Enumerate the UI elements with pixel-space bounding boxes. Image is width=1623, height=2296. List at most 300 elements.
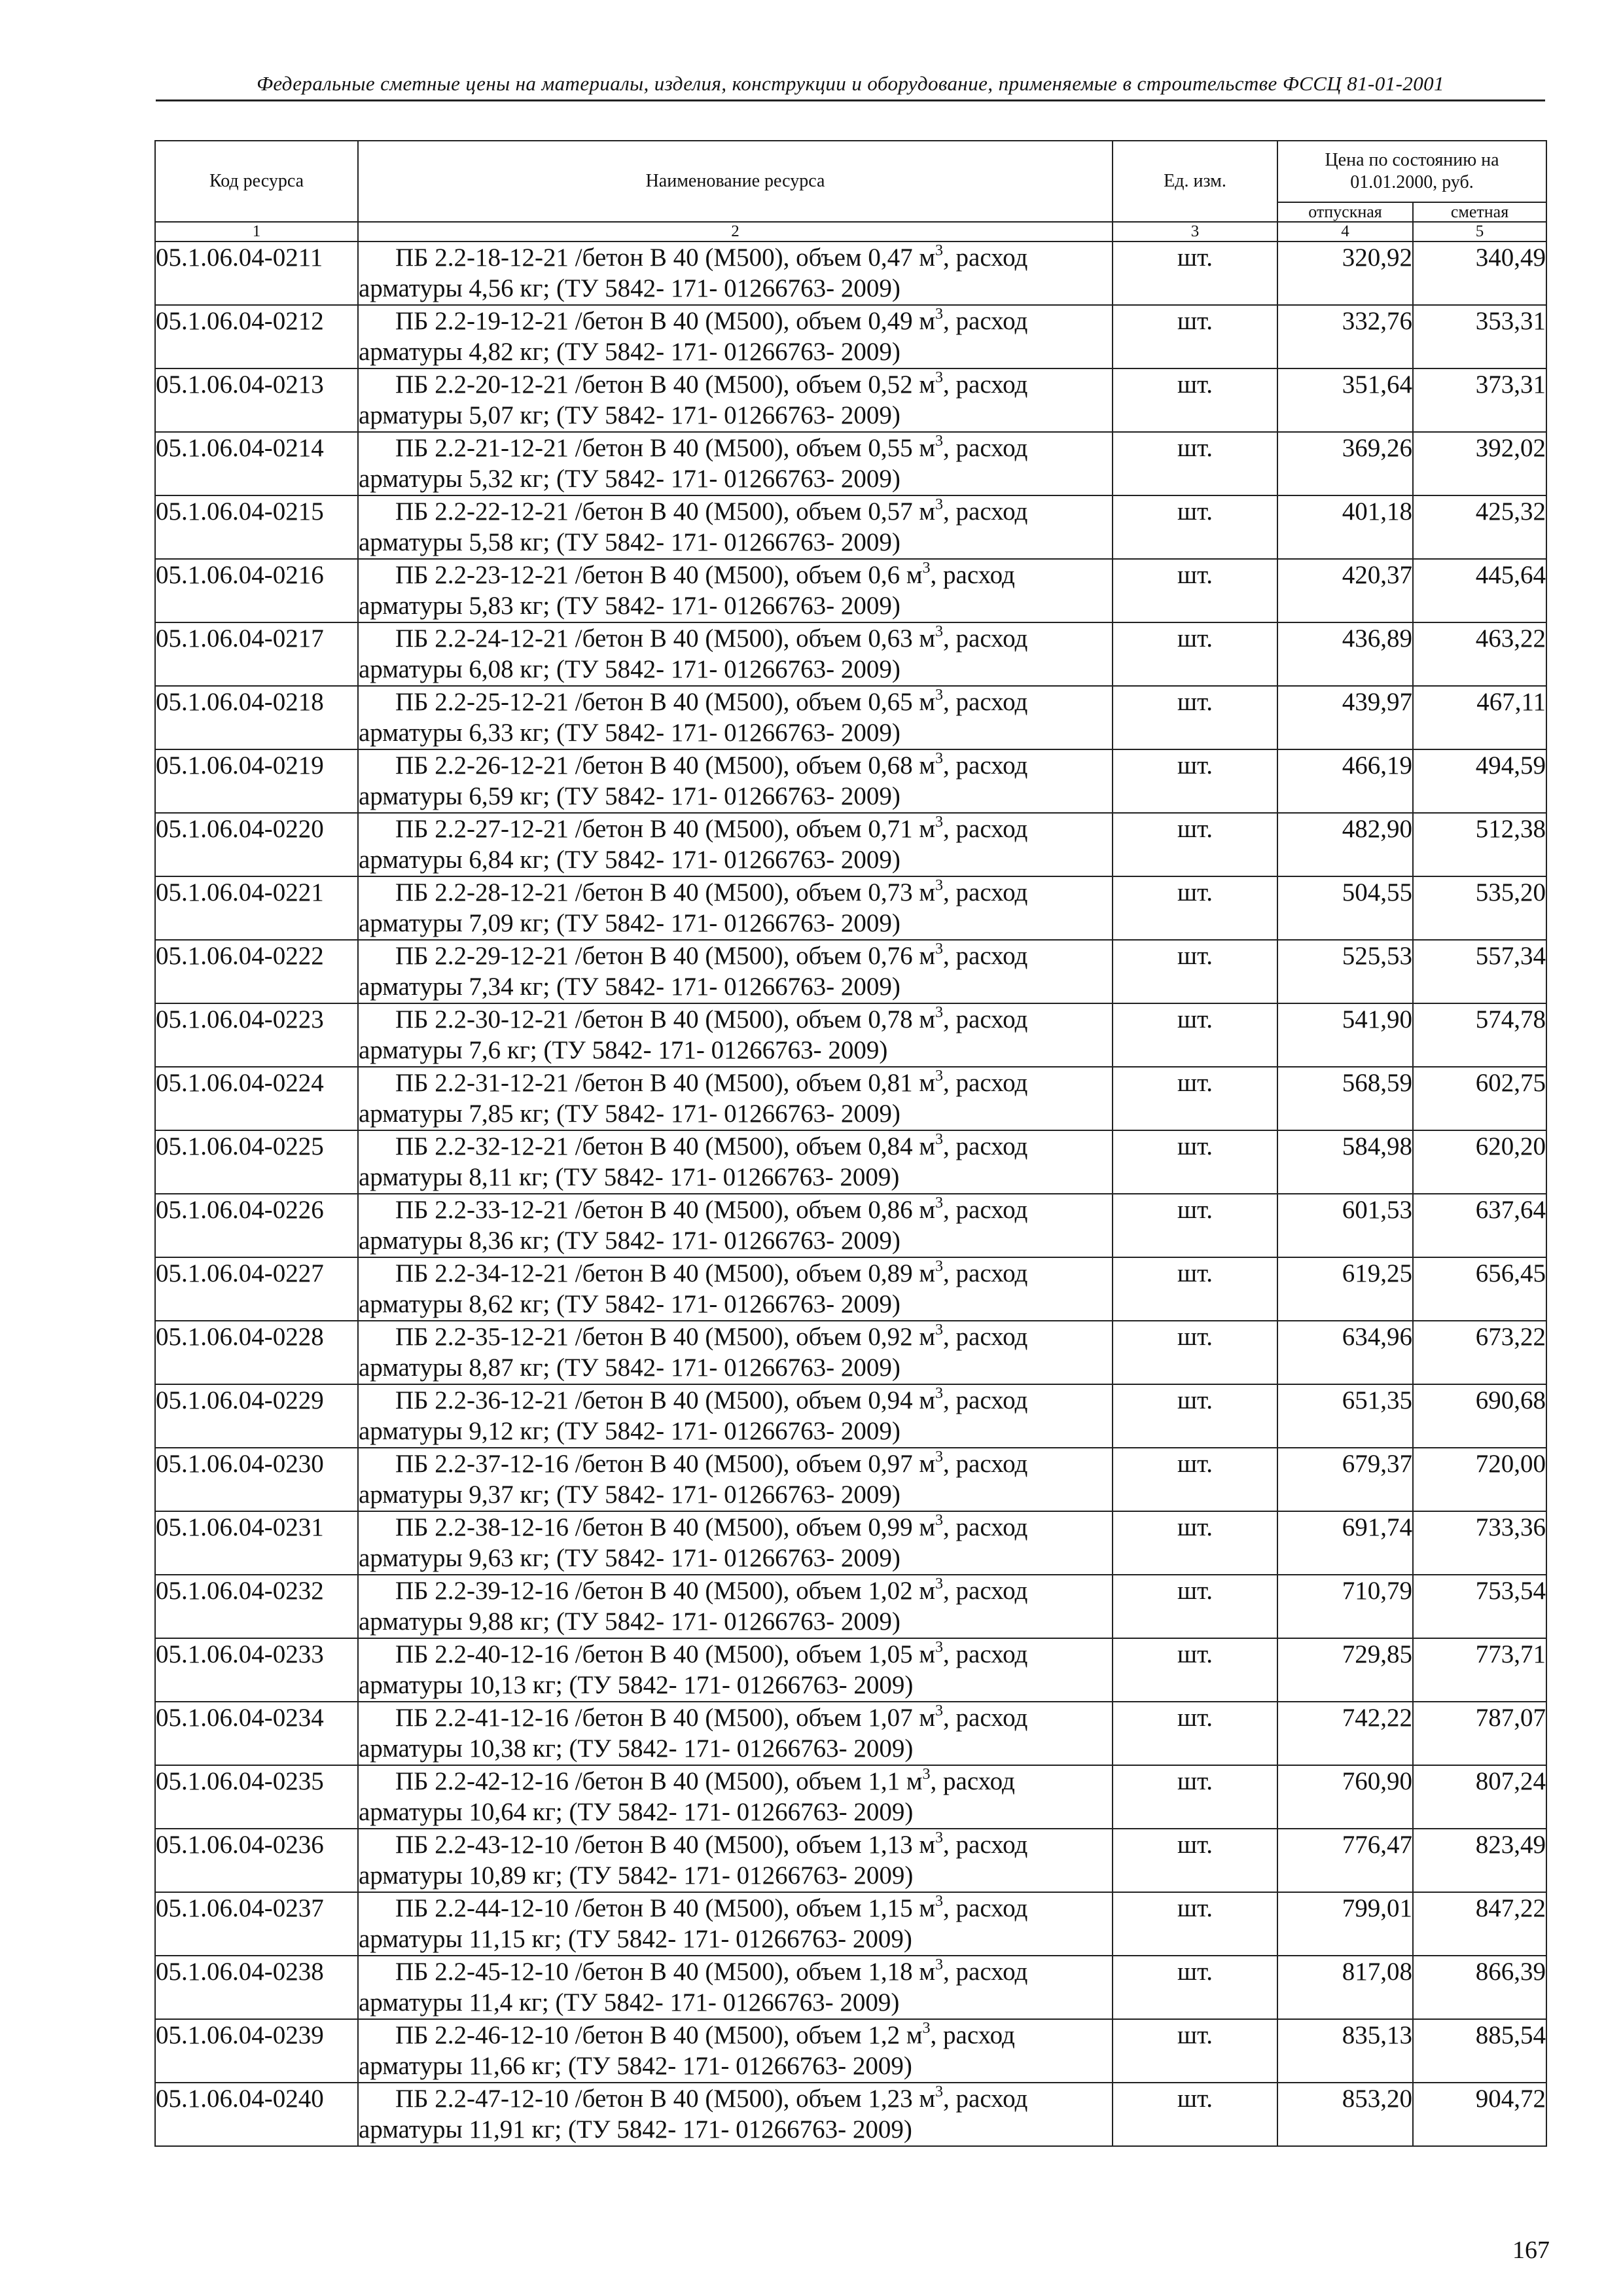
price-release: 420,37 [1277,559,1413,622]
table-row [155,1257,1546,1321]
table-row [155,1384,1546,1448]
technical-standard: (ТУ 5842- 171- 01266763- 2009) [555,1988,900,2017]
price-release: 320,92 [1277,242,1413,305]
volume-value: 0,76 [868,942,913,970]
rebar-value: 11,4 [469,1988,513,2017]
concrete-grade-text: /бетон В 40 (М500), объем [575,1386,862,1414]
rebar-consumption-text: , расход [930,561,1015,589]
rebar-value: 9,88 [469,1607,514,1636]
rebar-word: арматуры [359,1163,463,1191]
volume-value: 0,68 [868,751,913,780]
volume-value: 0,86 [868,1196,913,1224]
resource-name-line-2 [359,1860,1112,1891]
concrete-grade-text: /бетон В 40 (М500), объем [575,243,862,272]
price-table [154,140,1547,2147]
rebar-consumption-text: , расход [943,2085,1028,2113]
col-header-unit: Ед. изм. [1113,141,1277,222]
product-mark: ПБ 2.2-44-12-10 [395,1894,569,1922]
resource-name-line-2 [359,908,1112,939]
volume-value: 0,73 [868,878,913,906]
volume-value: 1,05 [868,1640,913,1668]
concrete-grade-text: /бетон В 40 (М500), объем [575,1767,862,1795]
resource-name-line-2 [359,2114,1112,2145]
concrete-grade-text: /бетон В 40 (М500), объем [575,1323,862,1351]
rebar-consumption-text: , расход [943,1450,1028,1478]
rebar-value: 10,64 [469,1798,527,1826]
resource-name [358,495,1113,559]
volume-exponent: 3 [935,1956,944,1973]
concrete-grade-text: /бетон В 40 (М500), объем [575,1069,862,1097]
rebar-value: 9,37 [469,1480,514,1509]
unit-of-measure: шт. [1113,749,1277,813]
volume-value: 0,55 [868,434,913,462]
table-row [155,1638,1546,1702]
price-estimate: 637,64 [1413,1194,1546,1257]
volume-unit: м [919,1323,936,1351]
table-row [155,1702,1546,1765]
rebar-value: 10,13 [469,1671,527,1699]
product-mark: ПБ 2.2-32-12-21 [395,1132,569,1160]
price-estimate: 904,72 [1413,2083,1546,2146]
resource-name-line-2 [359,1733,1112,1764]
price-release: 710,79 [1277,1575,1413,1638]
resource-name [358,305,1113,368]
rebar-word: арматуры [359,1925,463,1953]
table-row [155,813,1546,876]
volume-exponent: 3 [935,623,944,640]
resource-name [358,1511,1113,1575]
price-estimate: 673,22 [1413,1321,1546,1384]
resource-name-line-2 [359,844,1112,875]
table-row [155,495,1546,559]
unit-of-measure: шт. [1113,305,1277,368]
rebar-word: арматуры [359,1988,463,2017]
concrete-grade-text: /бетон В 40 (М500), объем [575,1196,862,1224]
volume-exponent: 3 [922,1766,931,1783]
technical-standard: (ТУ 5842- 171- 01266763- 2009) [556,1607,901,1636]
rebar-word: арматуры [359,1798,463,1826]
unit-of-measure: шт. [1113,1448,1277,1511]
table-row [155,305,1546,368]
table-row [155,749,1546,813]
volume-value: 0,81 [868,1069,913,1097]
rebar-unit: кг; [520,338,550,366]
resource-name-line-2 [359,1225,1112,1256]
resource-name-line-2 [359,590,1112,621]
resource-name-line-1 [359,1131,1112,1162]
technical-standard: (ТУ 5842- 171- 01266763- 2009) [556,1227,901,1255]
volume-exponent: 3 [935,433,944,450]
rebar-consumption-text: , расход [943,1958,1028,1986]
table-row [155,242,1546,305]
volume-exponent: 3 [935,242,944,259]
technical-standard: (ТУ 5842- 171- 01266763- 2009) [568,1925,912,1953]
resource-name-line-2 [359,781,1112,812]
product-mark: ПБ 2.2-33-12-21 [395,1196,569,1224]
product-mark: ПБ 2.2-30-12-21 [395,1005,569,1033]
rebar-word: арматуры [359,1861,463,1890]
unit-of-measure: шт. [1113,813,1277,876]
resource-name-line-2 [359,1479,1112,1510]
volume-value: 1,13 [868,1831,913,1859]
price-release: 466,19 [1277,749,1413,813]
price-release: 525,53 [1277,940,1413,1003]
table-row [155,368,1546,432]
volume-unit: м [919,1958,936,1986]
concrete-grade-text: /бетон В 40 (М500), объем [575,1259,862,1287]
volume-unit: м [919,1069,936,1097]
volume-unit: м [919,878,936,906]
unit-of-measure: шт. [1113,1956,1277,2019]
page-number: 167 [1512,2236,1550,2264]
product-mark: ПБ 2.2-27-12-21 [395,815,569,843]
product-mark: ПБ 2.2-37-12-16 [395,1450,569,1478]
rebar-unit: кг; [531,2115,562,2144]
resource-name [358,242,1113,305]
price-release: 776,47 [1277,1829,1413,1892]
volume-value: 0,71 [868,815,913,843]
resource-name [358,749,1113,813]
resource-name-line-1 [359,1956,1112,1987]
product-mark: ПБ 2.2-18-12-21 [395,243,569,272]
unit-of-measure: шт. [1113,559,1277,622]
table-row [155,1448,1546,1511]
concrete-grade-text: /бетон В 40 (М500), объем [575,815,862,843]
resource-name-line-1 [359,242,1112,273]
volume-value: 0,92 [868,1323,913,1351]
unit-of-measure: шт. [1113,432,1277,495]
concrete-grade-text: /бетон В 40 (М500), объем [575,561,862,589]
table-row [155,622,1546,686]
concrete-grade-text: /бетон В 40 (М500), объем [575,1704,862,1732]
resource-name-line-1 [359,1702,1112,1733]
unit-of-measure: шт. [1113,686,1277,749]
volume-value: 1,07 [868,1704,913,1732]
price-estimate: 467,11 [1413,686,1546,749]
rebar-unit: кг; [520,846,550,874]
concrete-grade-text: /бетон В 40 (М500), объем [575,942,862,970]
technical-standard: (ТУ 5842- 171- 01266763- 2009) [556,1480,901,1509]
rebar-unit: кг; [532,1671,563,1699]
rebar-value: 10,89 [469,1861,527,1890]
table-row [155,876,1546,940]
resource-name-line-1 [359,433,1112,463]
volume-exponent: 3 [935,306,944,323]
unit-of-measure: шт. [1113,1765,1277,1829]
table-row [155,1067,1546,1130]
volume-unit: м [906,2021,923,2049]
rebar-value: 5,83 [469,592,514,620]
rebar-unit: кг; [531,2052,562,2080]
price-estimate: 494,59 [1413,749,1546,813]
rebar-value: 8,62 [469,1290,514,1318]
price-estimate: 773,71 [1413,1638,1546,1702]
resource-code: 05.1.06.04-0234 [155,1702,358,1765]
rebar-consumption-text: , расход [943,688,1028,716]
resource-name [358,1829,1113,1892]
price-release: 619,25 [1277,1257,1413,1321]
volume-exponent: 3 [922,560,931,577]
concrete-grade-text: /бетон В 40 (М500), объем [575,2021,862,2049]
technical-standard: (ТУ 5842- 171- 01266763- 2009) [569,1798,914,1826]
price-release: 760,90 [1277,1765,1413,1829]
product-mark: ПБ 2.2-19-12-21 [395,307,569,335]
rebar-value: 11,91 [469,2115,526,2144]
price-release: 651,35 [1277,1384,1413,1448]
technical-standard: (ТУ 5842- 171- 01266763- 2009) [556,338,901,366]
resource-name-line-1 [359,1829,1112,1860]
resource-name-line-1 [359,1893,1112,1924]
resource-name-line-2 [359,654,1112,685]
resource-name [358,2019,1113,2083]
resource-name [358,1956,1113,2019]
volume-value: 0,84 [868,1132,913,1160]
table-row [155,2083,1546,2146]
rebar-word: арматуры [359,1354,463,1382]
technical-standard: (ТУ 5842- 171- 01266763- 2009) [556,719,901,747]
rebar-word: арматуры [359,274,463,302]
concrete-grade-text: /бетон В 40 (М500), объем [575,1577,862,1605]
price-estimate: 720,00 [1413,1448,1546,1511]
concrete-grade-text: /бетон В 40 (М500), объем [575,1831,862,1859]
volume-exponent: 3 [935,750,944,767]
volume-value: 1,18 [868,1958,913,1986]
product-mark: ПБ 2.2-40-12-16 [395,1640,569,1668]
volume-exponent: 3 [935,1004,944,1021]
concrete-grade-text: /бетон В 40 (М500), объем [575,1513,862,1541]
rebar-unit: кг; [518,1988,549,2017]
technical-standard: (ТУ 5842- 171- 01266763- 2009) [555,1163,900,1191]
concrete-grade-text: /бетон В 40 (М500), объем [575,434,862,462]
rebar-consumption-text: , расход [943,1132,1028,1160]
volume-exponent: 3 [935,2083,944,2100]
rebar-consumption-text: , расход [943,1386,1028,1414]
price-estimate: 373,31 [1413,368,1546,432]
rebar-unit: кг; [520,1607,550,1636]
unit-of-measure: шт. [1113,1194,1277,1257]
volume-exponent: 3 [935,1385,944,1402]
price-release: 332,76 [1277,305,1413,368]
technical-standard: (ТУ 5842- 171- 01266763- 2009) [556,592,901,620]
volume-value: 0,52 [868,370,913,399]
resource-name-line-2 [359,717,1112,748]
rebar-word: арматуры [359,1734,463,1763]
rebar-unit: кг; [520,1100,550,1128]
table-row [155,559,1546,622]
rebar-value: 8,11 [469,1163,513,1191]
rebar-word: арматуры [359,2115,463,2144]
col-header-name: Наименование ресурса [358,141,1113,222]
resource-code: 05.1.06.04-0218 [155,686,358,749]
resource-code: 05.1.06.04-0226 [155,1194,358,1257]
volume-value: 0,89 [868,1259,913,1287]
resource-name-line-1 [359,877,1112,908]
volume-unit: м [919,1196,936,1224]
resource-code: 05.1.06.04-0214 [155,432,358,495]
price-release: 401,18 [1277,495,1413,559]
concrete-grade-text: /бетон В 40 (М500), объем [575,751,862,780]
rebar-unit: кг; [520,909,550,937]
rebar-consumption-text: , расход [943,815,1028,843]
col-header-price-group: Цена по состоянию на 01.01.2000, руб. [1277,141,1546,202]
rebar-consumption-text: , расход [943,1323,1028,1351]
resource-code: 05.1.06.04-0216 [155,559,358,622]
rebar-value: 5,07 [469,401,514,429]
unit-of-measure: шт. [1113,1003,1277,1067]
resource-name [358,1575,1113,1638]
resource-name-line-1 [359,1448,1112,1479]
rebar-consumption-text: , расход [943,497,1028,526]
resource-name-line-1 [359,2020,1112,2051]
technical-standard: (ТУ 5842- 171- 01266763- 2009) [556,1354,901,1382]
resource-name-line-2 [359,1098,1112,1129]
product-mark: ПБ 2.2-26-12-21 [395,751,569,780]
volume-value: 0,57 [868,497,913,526]
price-estimate: 787,07 [1413,1702,1546,1765]
unit-of-measure: шт. [1113,1892,1277,1956]
rebar-value: 6,59 [469,782,514,810]
volume-unit: м [919,624,936,653]
rebar-consumption-text: , расход [930,2021,1015,2049]
resource-name-line-1 [359,369,1112,400]
rebar-consumption-text: , расход [943,370,1028,399]
rebar-consumption-text: , расход [943,434,1028,462]
resource-name-line-2 [359,1797,1112,1827]
volume-unit: м [919,1450,936,1478]
volume-unit: м [919,1005,936,1033]
technical-standard: (ТУ 5842- 171- 01266763- 2009) [556,655,901,683]
price-release: 799,01 [1277,1892,1413,1956]
rebar-word: арматуры [359,846,463,874]
volume-value: 0,94 [868,1386,913,1414]
resource-name-line-1 [359,2083,1112,2114]
resource-code: 05.1.06.04-0232 [155,1575,358,1638]
price-release: 482,90 [1277,813,1413,876]
resource-name-line-2 [359,1035,1112,1066]
volume-exponent: 3 [935,1258,944,1275]
rebar-unit: кг; [531,1925,562,1953]
resource-name-line-2 [359,1352,1112,1383]
rebar-word: арматуры [359,1607,463,1636]
rebar-value: 4,56 [469,274,514,302]
table-row [155,1765,1546,1829]
resource-code: 05.1.06.04-0240 [155,2083,358,2146]
price-estimate: 885,54 [1413,2019,1546,2083]
resource-code: 05.1.06.04-0227 [155,1257,358,1321]
resource-name-line-2 [359,1416,1112,1446]
table-body [155,242,1546,2146]
resource-name-line-1 [359,750,1112,781]
volume-unit: м [919,815,936,843]
resource-name [358,876,1113,940]
price-estimate: 392,02 [1413,432,1546,495]
table-row [155,1575,1546,1638]
unit-of-measure: шт. [1113,242,1277,305]
price-release: 729,85 [1277,1638,1413,1702]
resource-name [358,1194,1113,1257]
rebar-value: 11,66 [469,2052,526,2080]
col-number-1: 1 [155,222,358,242]
rebar-word: арматуры [359,401,463,429]
resource-name [358,1448,1113,1511]
running-title: Федеральные сметные цены на материалы, изделия, конструкции и оборудование, применяемые в строительстве ФССЦ 81-01-2001 [156,72,1545,101]
rebar-consumption-text: , расход [943,1894,1028,1922]
rebar-word: арматуры [359,1671,463,1699]
resource-name-line-1 [359,1194,1112,1225]
resource-name [358,1067,1113,1130]
resource-name [358,1702,1113,1765]
rebar-consumption-text: , расход [943,1513,1028,1541]
price-release: 584,98 [1277,1130,1413,1194]
price-release: 835,13 [1277,2019,1413,2083]
resource-name [358,368,1113,432]
technical-standard: (ТУ 5842- 171- 01266763- 2009) [568,2052,912,2080]
rebar-unit: кг; [520,1354,550,1382]
volume-value: 1,1 [868,1767,901,1795]
volume-unit: м [919,1386,936,1414]
col-header-code: Код ресурса [155,141,358,222]
price-estimate: 425,32 [1413,495,1546,559]
resource-name [358,1892,1113,1956]
concrete-grade-text: /бетон В 40 (М500), объем [575,2085,862,2113]
unit-of-measure: шт. [1113,2083,1277,2146]
resource-code: 05.1.06.04-0235 [155,1765,358,1829]
resource-code: 05.1.06.04-0215 [155,495,358,559]
price-release: 439,97 [1277,686,1413,749]
rebar-unit: кг; [520,1417,550,1445]
rebar-word: арматуры [359,655,463,683]
technical-standard: (ТУ 5842- 171- 01266763- 2009) [556,782,901,810]
rebar-word: арматуры [359,1036,463,1064]
resource-code: 05.1.06.04-0239 [155,2019,358,2083]
resource-name-line-2 [359,1670,1112,1700]
volume-unit: м [919,688,936,716]
concrete-grade-text: /бетон В 40 (М500), объем [575,1958,862,1986]
resource-name-line-2 [359,2051,1112,2081]
price-estimate: 847,22 [1413,1892,1546,1956]
rebar-consumption-text: , расход [943,307,1028,335]
rebar-consumption-text: , расход [943,1259,1028,1287]
price-estimate: 340,49 [1413,242,1546,305]
rebar-unit: кг; [520,1227,550,1255]
resource-name-line-2 [359,1606,1112,1637]
resource-name [358,1130,1113,1194]
resource-name-line-2 [359,400,1112,431]
rebar-value: 5,58 [469,528,514,556]
price-estimate: 690,68 [1413,1384,1546,1448]
rebar-word: арматуры [359,1480,463,1509]
volume-unit: м [919,942,936,970]
resource-name [358,813,1113,876]
rebar-unit: кг; [520,1480,550,1509]
volume-exponent: 3 [935,1575,944,1592]
rebar-consumption-text: , расход [943,1640,1028,1668]
table-row [155,1511,1546,1575]
technical-standard: (ТУ 5842- 171- 01266763- 2009) [543,1036,888,1064]
product-mark: ПБ 2.2-38-12-16 [395,1513,569,1541]
rebar-word: арматуры [359,1290,463,1318]
volume-exponent: 3 [935,1893,944,1910]
price-release: 351,64 [1277,368,1413,432]
resource-code: 05.1.06.04-0238 [155,1956,358,2019]
resource-name [358,1003,1113,1067]
unit-of-measure: шт. [1113,622,1277,686]
rebar-value: 7,85 [469,1100,514,1128]
product-mark: ПБ 2.2-36-12-21 [395,1386,569,1414]
price-release: 369,26 [1277,432,1413,495]
price-release: 568,59 [1277,1067,1413,1130]
resource-name-line-2 [359,1543,1112,1573]
